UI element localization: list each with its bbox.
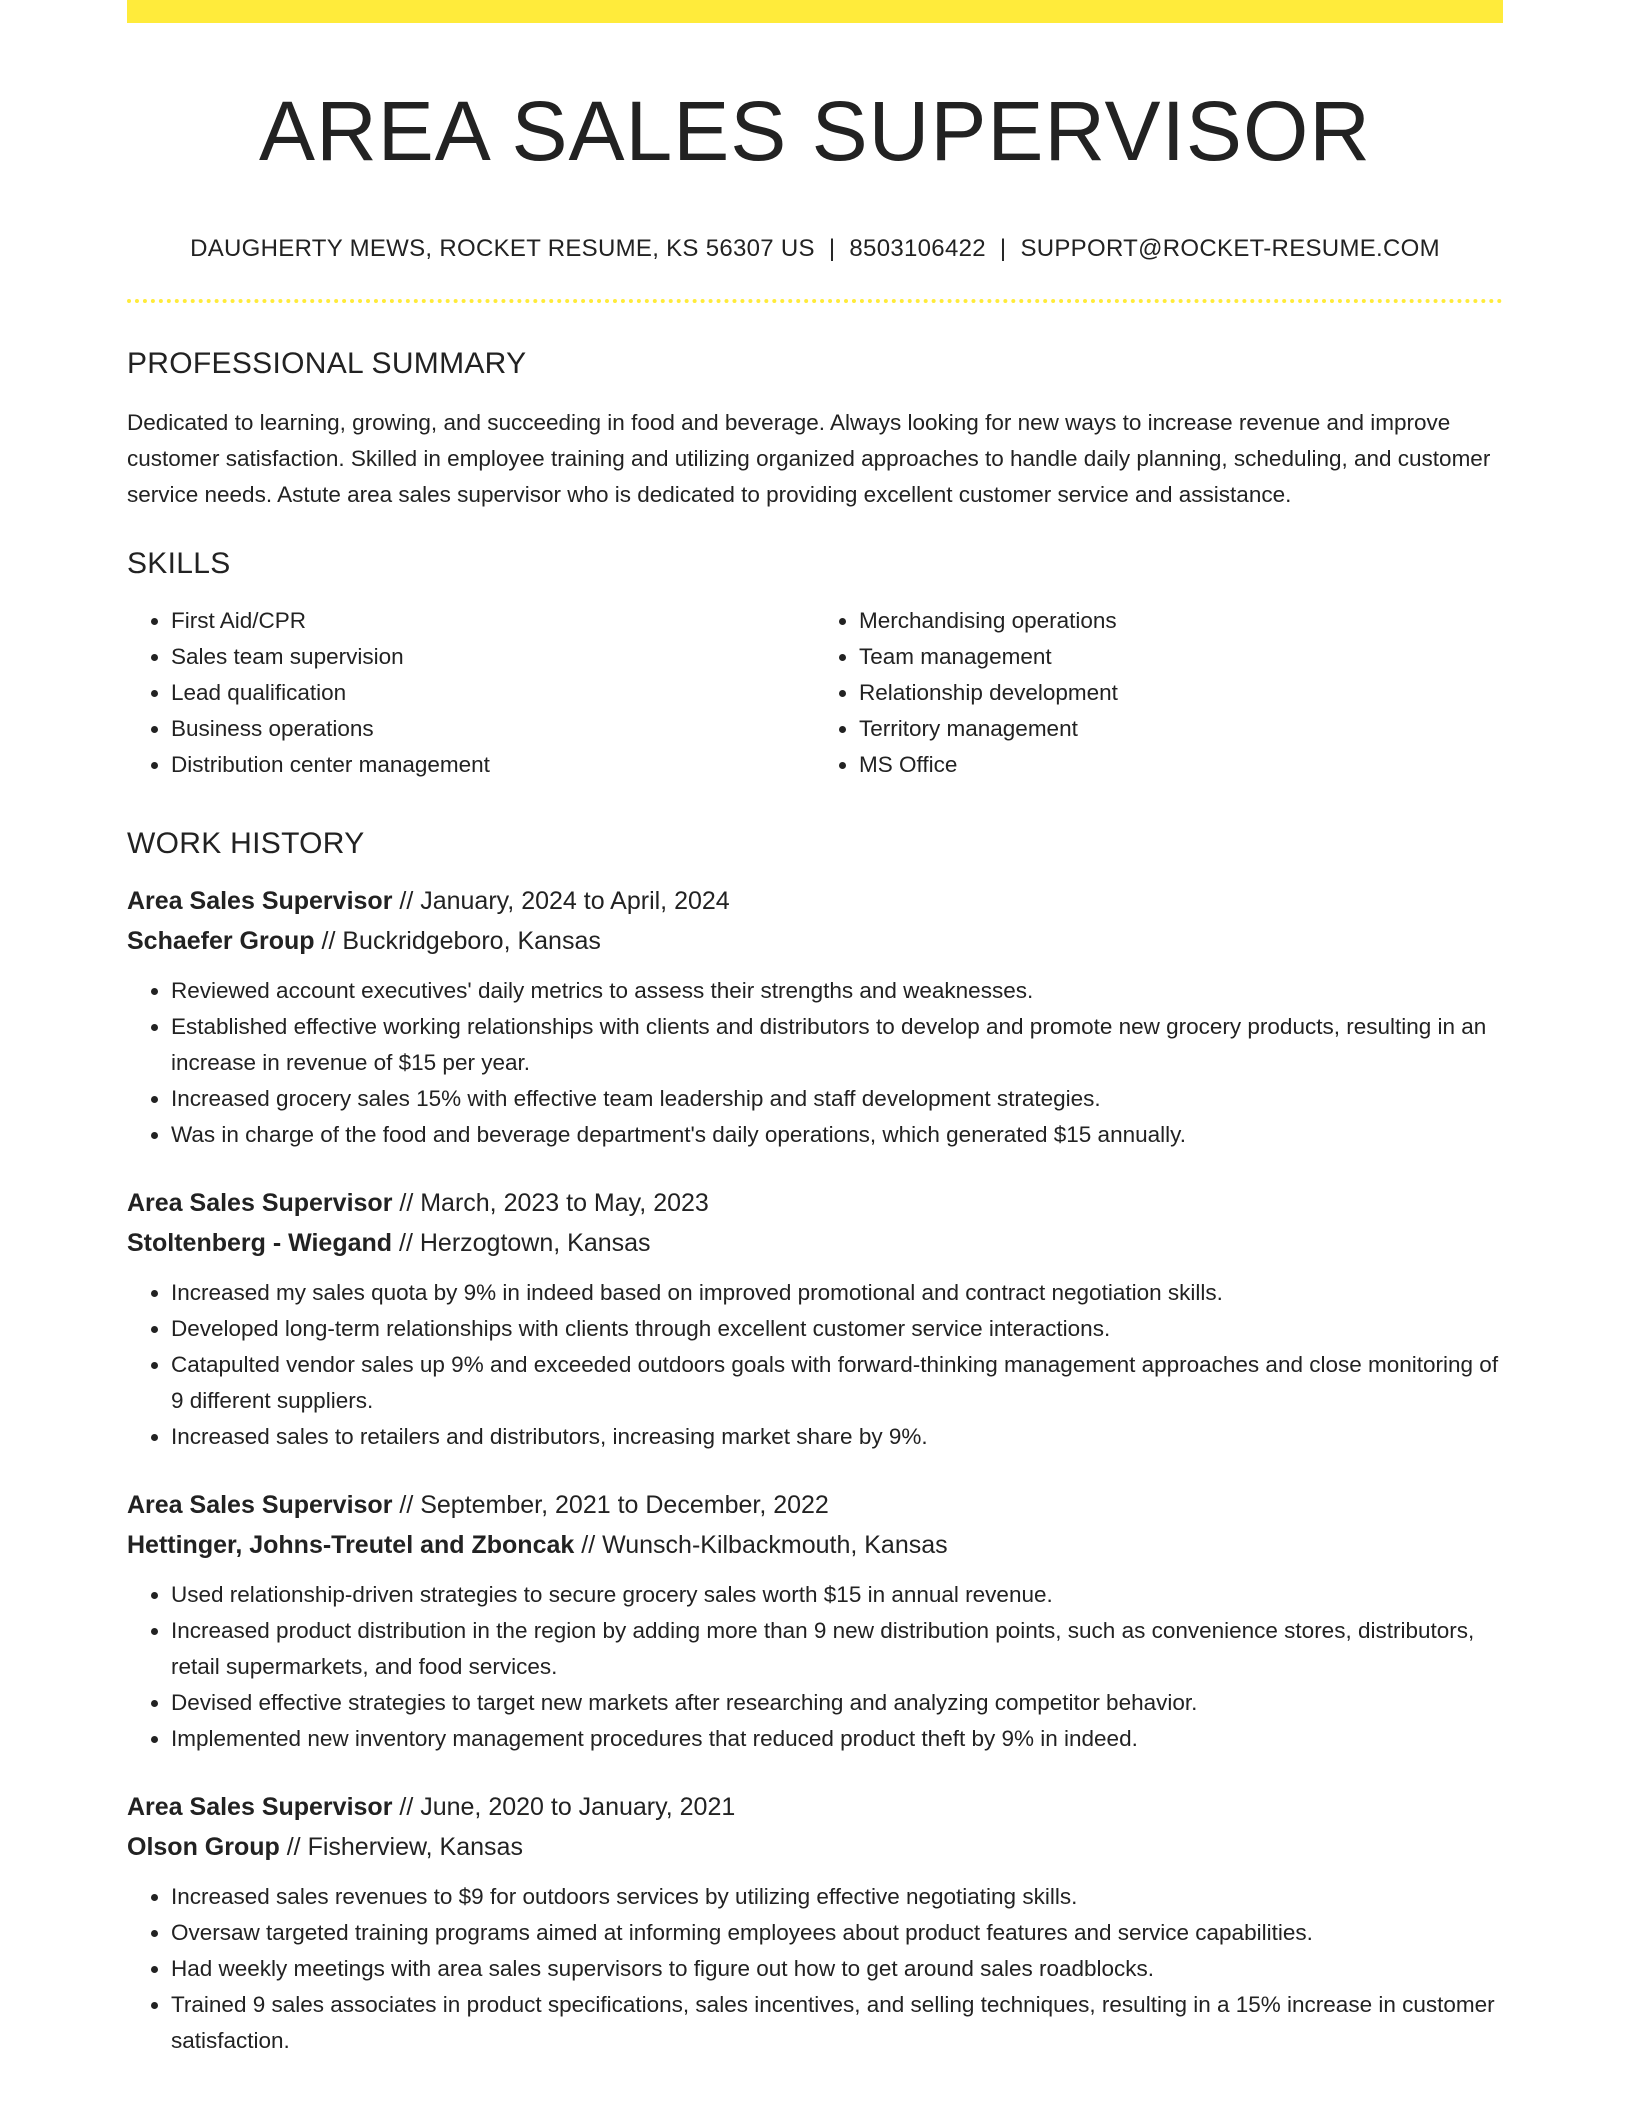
- job-role: Area Sales Supervisor: [127, 1189, 393, 1218]
- job-bullet: • Catapulted vendor sales up 9% and exceeded outdoors goals with forward-thinking management approaches and close monitoring of 9 different suppliers.: [171, 1347, 1503, 1419]
- job-divider: //: [392, 887, 421, 916]
- skill-item: • MS Office: [859, 747, 1503, 783]
- job-title-line: [127, 1485, 1503, 1525]
- job-title-line: [127, 881, 1503, 921]
- skill-item: • Territory management: [859, 711, 1503, 747]
- job-divider: //: [279, 1833, 308, 1862]
- job-bullet: • Established effective working relationships with clients and distributors to develop and promote new grocery products, resulting in an increase in revenue of $15 per year.: [171, 1009, 1503, 1081]
- job-bullet: • Had weekly meetings with area sales supervisors to figure out how to get around sales roadblocks.: [171, 1951, 1503, 1987]
- job-bullet: • Reviewed account executives' daily metrics to assess their strengths and weaknesses.: [171, 973, 1503, 1009]
- job-bullet: • Increased my sales quota by 9% in indeed based on improved promotional and contract negotiation skills.: [171, 1275, 1503, 1311]
- job-bullets: [127, 1577, 1503, 1757]
- job-divider: //: [392, 1491, 421, 1520]
- job-bullet: • Increased sales revenues to $9 for outdoors services by utilizing effective negotiating skills.: [171, 1879, 1503, 1915]
- skills-list: [127, 603, 1503, 783]
- job-bullet: • Used relationship-driven strategies to secure grocery sales worth $15 in annual revenue.: [171, 1577, 1503, 1613]
- company-line: [127, 1223, 1503, 1263]
- job-location: Buckridgeboro, Kansas: [342, 927, 601, 956]
- job-bullets: [127, 973, 1503, 1153]
- job-bullet: • Devised effective strategies to target new markets after researching and analyzing competitor behavior.: [171, 1685, 1503, 1721]
- job-role: Area Sales Supervisor: [127, 887, 393, 916]
- job-company: Hettinger, Johns-Treutel and Zboncak: [127, 1531, 575, 1560]
- contact-line: [127, 235, 1503, 263]
- job-entry: [127, 881, 1503, 1153]
- job-company: Schaefer Group: [127, 927, 315, 956]
- skill-item: • Relationship development: [859, 675, 1503, 711]
- contact-separator: |: [828, 235, 836, 263]
- job-entry: [127, 1183, 1503, 1455]
- skill-item: • Lead qualification: [171, 675, 815, 711]
- company-line: [127, 921, 1503, 961]
- contact-separator: |: [999, 235, 1007, 263]
- company-line: [127, 1827, 1503, 1867]
- job-role: Area Sales Supervisor: [127, 1793, 393, 1822]
- summary-heading: PROFESSIONAL SUMMARY: [127, 347, 527, 381]
- job-divider: //: [392, 1189, 421, 1218]
- address-text: DAUGHERTY MEWS, ROCKET RESUME, KS 56307 US: [190, 235, 815, 263]
- job-divider: //: [392, 1229, 420, 1258]
- email-text: SUPPORT@ROCKET-RESUME.COM: [1020, 235, 1440, 263]
- job-bullets: [127, 1275, 1503, 1455]
- job-entry: [127, 1485, 1503, 1757]
- job-divider: //: [392, 1793, 421, 1822]
- job-entry: [127, 1787, 1503, 2059]
- resume-page: [127, 0, 1503, 2059]
- job-bullet: • Increased grocery sales 15% with effective team leadership and staff development strategies.: [171, 1081, 1503, 1117]
- job-bullet: • Oversaw targeted training programs aimed at informing employees about product features and service capabilities.: [171, 1915, 1503, 1951]
- job-dates: January, 2024 to April, 2024: [420, 887, 730, 916]
- skill-item: • First Aid/CPR: [171, 603, 815, 639]
- work-history-list: [127, 881, 1503, 2059]
- job-dates: June, 2020 to January, 2021: [420, 1793, 736, 1822]
- job-divider: //: [574, 1531, 603, 1560]
- skills-column-left: [127, 603, 815, 783]
- job-company: Stoltenberg - Wiegand: [127, 1229, 393, 1258]
- job-divider: //: [314, 927, 343, 956]
- job-bullet: • Trained 9 sales associates in product specifications, sales incentives, and selling techniques, resulting in a 15% increase in customer satisfaction.: [171, 1987, 1503, 2059]
- job-bullet: • Developed long-term relationships with clients through excellent customer service interactions.: [171, 1311, 1503, 1347]
- skills-heading: SKILLS: [127, 547, 231, 581]
- job-bullet: • Increased product distribution in the region by adding more than 9 new distribution points, such as convenience stores, distributors, retail supermarkets, and food services.: [171, 1613, 1503, 1685]
- skill-item: • Team management: [859, 639, 1503, 675]
- dotted-divider: [127, 299, 1503, 303]
- job-dates: March, 2023 to May, 2023: [420, 1189, 709, 1218]
- skills-column-right: [815, 603, 1503, 783]
- job-bullets: [127, 1879, 1503, 2059]
- job-role: Area Sales Supervisor: [127, 1491, 393, 1520]
- skill-item: • Merchandising operations: [859, 603, 1503, 639]
- job-company: Olson Group: [127, 1833, 280, 1862]
- job-location: Herzogtown, Kansas: [419, 1229, 651, 1258]
- phone-text: 8503106422: [849, 235, 986, 263]
- skill-item: • Distribution center management: [171, 747, 815, 783]
- company-line: [127, 1525, 1503, 1565]
- top-accent-bar: [127, 0, 1503, 23]
- job-bullet: • Was in charge of the food and beverage department's daily operations, which generated $15 annually.: [171, 1117, 1503, 1153]
- skill-item: • Business operations: [171, 711, 815, 747]
- job-location: Wunsch-Kilbackmouth, Kansas: [602, 1531, 948, 1560]
- job-title-line: [127, 1787, 1503, 1827]
- resume-title: AREA SALES SUPERVISOR: [259, 84, 1371, 178]
- job-bullet: • Increased sales to retailers and distributors, increasing market share by 9%.: [171, 1419, 1503, 1455]
- skill-item: • Sales team supervision: [171, 639, 815, 675]
- work-history-heading: WORK HISTORY: [127, 827, 365, 861]
- job-location: Fisherview, Kansas: [307, 1833, 523, 1862]
- summary-text: Dedicated to learning, growing, and succeeding in food and beverage. Always looking for new ways to increase revenue and improve customer satisfaction. Skilled in employee training and utilizing organized approaches to handle daily planning, scheduling, and customer service needs. Astute area sales supervisor who is dedicated to providing excellent customer service and assistance.: [127, 410, 1491, 508]
- job-title-line: [127, 1183, 1503, 1223]
- job-bullet: • Implemented new inventory management procedures that reduced product theft by 9% in indeed.: [171, 1721, 1503, 1757]
- job-dates: September, 2021 to December, 2022: [420, 1491, 829, 1520]
